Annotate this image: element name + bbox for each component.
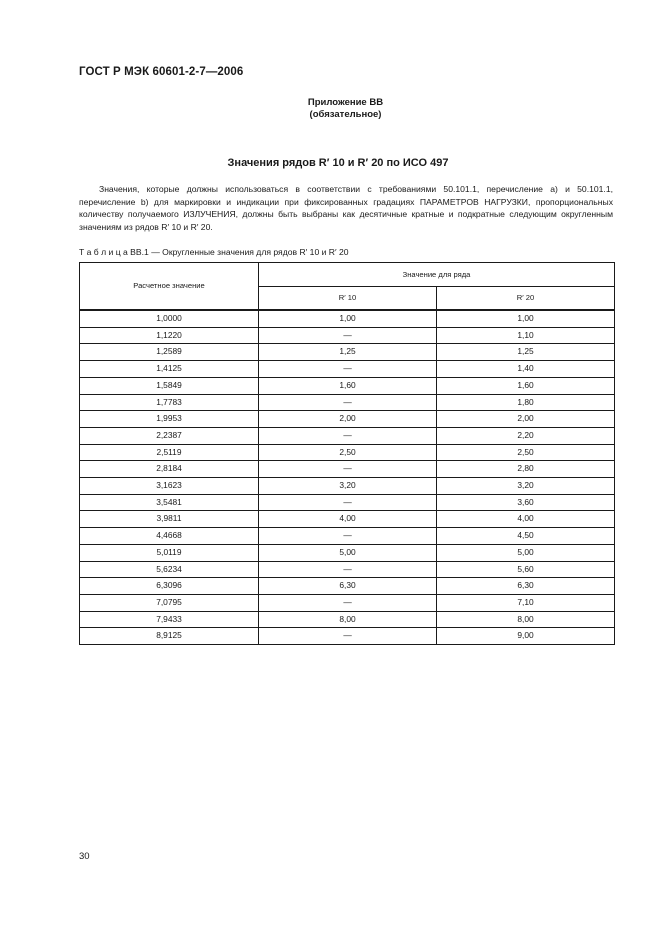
cell-r20: 7,10 xyxy=(437,594,615,611)
cell-r20: 1,10 xyxy=(437,327,615,344)
cell-r10: — xyxy=(259,594,437,611)
cell-r10: — xyxy=(259,327,437,344)
table-row xyxy=(80,411,615,428)
table-row xyxy=(80,361,615,378)
table-row xyxy=(80,594,615,611)
cell-r20: 6,30 xyxy=(437,578,615,595)
cell-r20: 2,00 xyxy=(437,411,615,428)
table-row xyxy=(80,544,615,561)
table-row xyxy=(80,628,615,645)
cell-r20: 3,20 xyxy=(437,478,615,495)
cell-r10: 8,00 xyxy=(259,611,437,628)
table-row xyxy=(80,344,615,361)
header-calculated-value: Расчетное значение xyxy=(80,263,259,311)
cell-r10: 1,60 xyxy=(259,377,437,394)
cell-calculated-value: 1,2589 xyxy=(80,344,259,361)
cell-calculated-value: 1,4125 xyxy=(80,361,259,378)
cell-r20: 9,00 xyxy=(437,628,615,645)
cell-calculated-value: 8,9125 xyxy=(80,628,259,645)
cell-r10: — xyxy=(259,427,437,444)
annex-title: Приложение ВВ xyxy=(307,97,384,108)
cell-r10: — xyxy=(259,528,437,545)
cell-calculated-value: 1,1220 xyxy=(80,327,259,344)
table-row xyxy=(80,511,615,528)
table-row xyxy=(80,461,615,478)
cell-r10: 3,20 xyxy=(259,478,437,495)
table-row xyxy=(80,310,615,327)
table-row xyxy=(80,478,615,495)
cell-r20: 1,25 xyxy=(437,344,615,361)
table-row xyxy=(80,377,615,394)
cell-r10: 1,00 xyxy=(259,310,437,327)
cell-r20: 2,20 xyxy=(437,427,615,444)
cell-calculated-value: 1,5849 xyxy=(80,377,259,394)
table-row xyxy=(80,327,615,344)
cell-r20: 5,00 xyxy=(437,544,615,561)
cell-calculated-value: 1,0000 xyxy=(80,310,259,327)
cell-r10: — xyxy=(259,561,437,578)
cell-r20: 1,40 xyxy=(437,361,615,378)
cell-calculated-value: 5,6234 xyxy=(80,561,259,578)
table-row xyxy=(80,578,615,595)
section-title-wrap xyxy=(0,157,661,169)
cell-r10: — xyxy=(259,361,437,378)
body-paragraph: Значения, которые должны использоваться в соответствии с требованиями 50.101.1, перечисление а) и 50.101.1, перечисление b) для маркировки и индикации при фиксированных градациях ПАРАМЕТРОВ НАГРУЗКИ, пропорциональных количеству получаемого ИЗЛУЧЕНИЯ, должны быть выбраны как десятичные кратные и подкратные следующим округленным значениям из рядов R′ 10 и R′ 20. xyxy=(79,184,613,232)
cell-calculated-value: 7,9433 xyxy=(80,611,259,628)
page-number: 30 xyxy=(79,851,90,862)
table-row xyxy=(80,427,615,444)
values-table xyxy=(79,262,615,645)
cell-r10: 2,50 xyxy=(259,444,437,461)
table-row xyxy=(80,444,615,461)
cell-calculated-value: 7,0795 xyxy=(80,594,259,611)
table-row xyxy=(80,561,615,578)
cell-calculated-value: 4,4668 xyxy=(80,528,259,545)
cell-r10: 5,00 xyxy=(259,544,437,561)
cell-calculated-value: 3,9811 xyxy=(80,511,259,528)
cell-r20: 3,60 xyxy=(437,494,615,511)
cell-r10: 1,25 xyxy=(259,344,437,361)
table-row xyxy=(80,528,615,545)
cell-r20: 8,00 xyxy=(437,611,615,628)
cell-calculated-value: 1,9953 xyxy=(80,411,259,428)
cell-calculated-value: 3,1623 xyxy=(80,478,259,495)
annex-status: (обязательное) xyxy=(309,109,382,120)
cell-calculated-value: 2,2387 xyxy=(80,427,259,444)
table-row xyxy=(80,394,615,411)
cell-calculated-value: 1,7783 xyxy=(80,394,259,411)
cell-calculated-value: 5,0119 xyxy=(80,544,259,561)
cell-r20: 1,60 xyxy=(437,377,615,394)
cell-r20: 1,80 xyxy=(437,394,615,411)
cell-r20: 2,50 xyxy=(437,444,615,461)
cell-calculated-value: 3,5481 xyxy=(80,494,259,511)
header-series-value: Значение для ряда xyxy=(259,263,615,287)
cell-r20: 1,00 xyxy=(437,310,615,327)
section-title: Значения рядов R′ 10 и R′ 20 по ИСО 497 xyxy=(227,157,449,169)
cell-r10: — xyxy=(259,628,437,645)
cell-r10: 6,30 xyxy=(259,578,437,595)
table-caption: Т а б л и ц а ВВ.1 — Округленные значения для рядов R′ 10 и R′ 20 xyxy=(79,247,349,257)
table-row xyxy=(80,611,615,628)
table-body xyxy=(80,310,615,645)
cell-r10: — xyxy=(259,461,437,478)
document-header: ГОСТ Р МЭК 60601-2-7—2006 xyxy=(79,66,244,78)
cell-r20: 4,00 xyxy=(437,511,615,528)
cell-r10: 2,00 xyxy=(259,411,437,428)
cell-r20: 5,60 xyxy=(437,561,615,578)
header-r10: R′ 10 xyxy=(259,287,437,311)
cell-r10: — xyxy=(259,494,437,511)
cell-calculated-value: 2,8184 xyxy=(80,461,259,478)
header-r20: R′ 20 xyxy=(437,287,615,311)
cell-calculated-value: 2,5119 xyxy=(80,444,259,461)
cell-r10: — xyxy=(259,394,437,411)
cell-calculated-value: 6,3096 xyxy=(80,578,259,595)
cell-r10: 4,00 xyxy=(259,511,437,528)
cell-r20: 4,50 xyxy=(437,528,615,545)
cell-r20: 2,80 xyxy=(437,461,615,478)
table-row xyxy=(80,494,615,511)
